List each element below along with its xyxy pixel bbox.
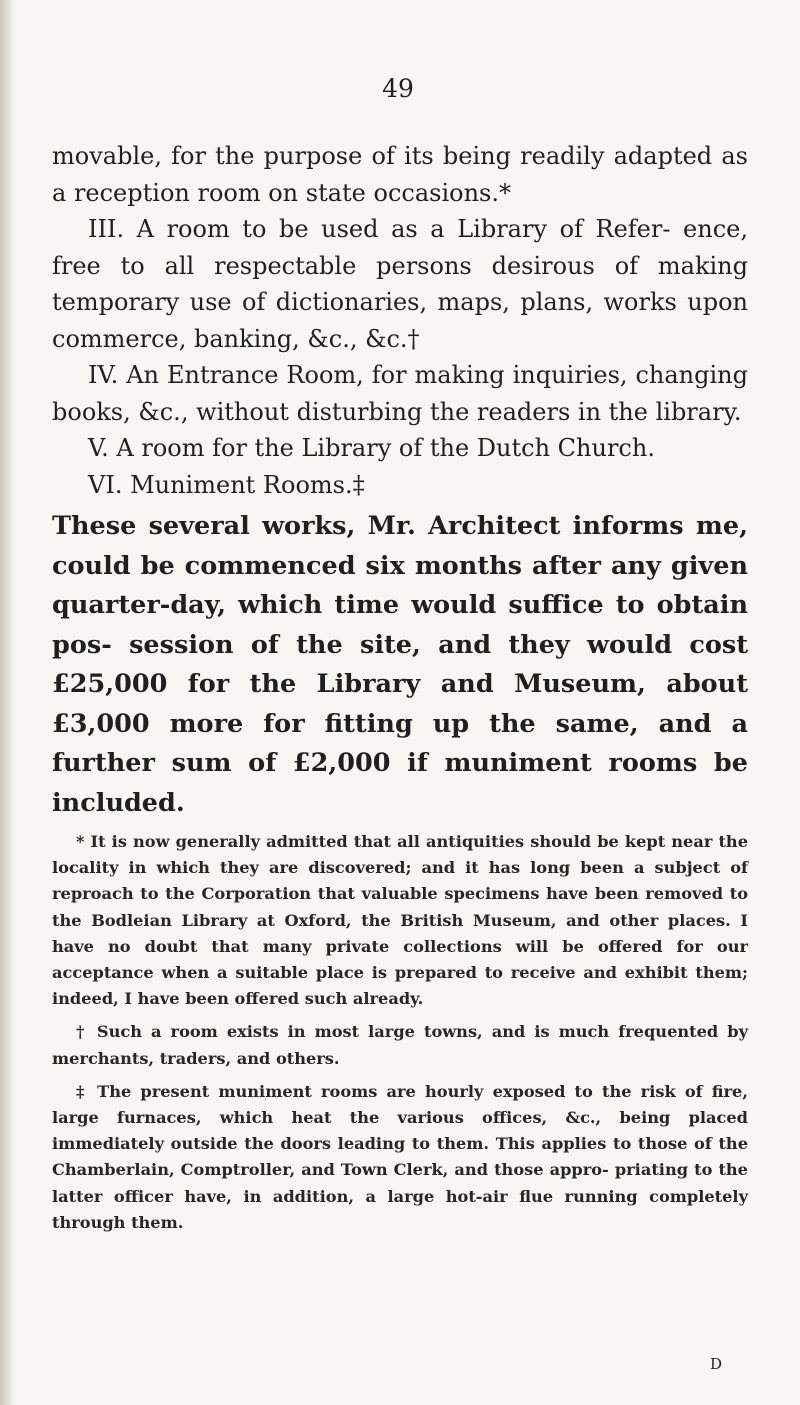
footnote-double-dagger: ‡ The present muniment rooms are hourly exposed to the risk of fire, large furnaces, which heat the various offices, &c., being placed immediately outside the doors leading to them. This applies to those of the Chamberlain, Comptroller, and Town Clerk, and those appro- priating to the latter officer have, in addition, a large hot-air flue running completely through them. — [52, 1081, 748, 1232]
footnotes — [52, 829, 748, 1243]
list-item-iv: IV. An Entrance Room, for making inquiries, changing books, &c., without disturbing the readers in the library. — [52, 361, 748, 426]
page-number: 49 — [382, 74, 414, 103]
paragraph-continuation: movable, for the purpose of its being readily adapted as a reception room on state occasions.* — [52, 142, 748, 207]
list-item-iii: III. A room to be used as a Library of Refer- ence, free to all respectable persons desirous of making temporary use of dictionaries, maps, plans, works upon commerce, banking, &c., &c.† — [52, 215, 748, 353]
signature-mark: D — [710, 1355, 723, 1373]
binding-shadow — [0, 0, 14, 1405]
footnote-dagger: † Such a room exists in most large towns, and is much frequented by merchants, traders, and others. — [52, 1022, 748, 1068]
list-item-v: V. A room for the Library of the Dutch Church. — [88, 434, 655, 462]
footnote-asterisk: * It is now generally admitted that all antiquities should be kept near the locality in which they are discovered; and it has long been a subject of reproach to the Corporation that valuable specimens have been removed to the Bodleian Library at Oxford, the British Museum, and other places. I have no doubt that many private collections will be offered for our acceptance when a suitable place is prepared to receive and exhibit them; indeed, I have been offered such already. — [52, 832, 748, 1009]
main-text — [52, 138, 748, 823]
list-item-vi: VI. Muniment Rooms.‡ — [88, 470, 365, 499]
paragraph-costs: These several works, Mr. Architect informs me, could be commenced six months after any given quarter-day, which time would suffice to obtain pos- session of the site, and they would cost £25,000 for the Library and Museum, about £3,000 more for fitting up the same, and a further sum of £2,000 if muniment rooms be included. — [52, 511, 748, 818]
